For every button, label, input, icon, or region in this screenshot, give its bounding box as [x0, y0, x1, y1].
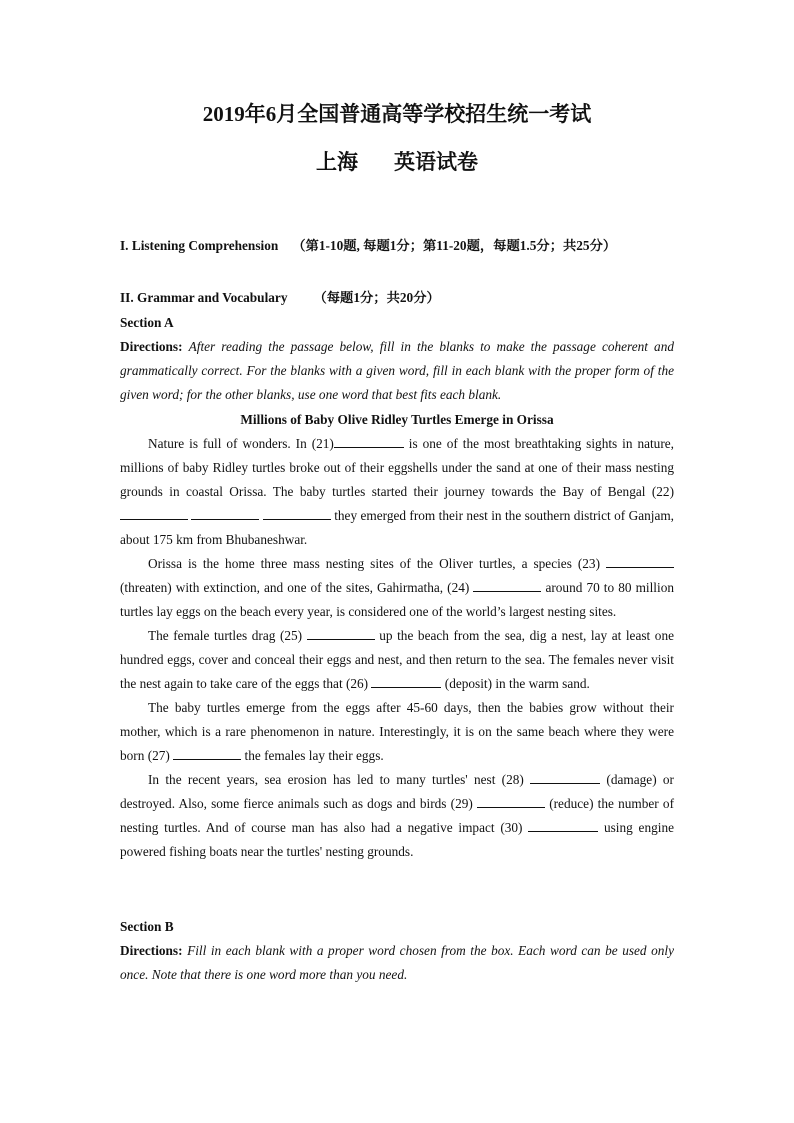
- passage-paragraph-2: Orissa is the home three mass nesting sites of the Oliver turtles, a species (23) (threaten) with extinction, and one of the sites, Gahirmatha, (24) around 70 to 80 million turtles lay eggs on the beach every year, is considered one of the world’s largest nesting sites.: [120, 556, 674, 619]
- passage-title: Millions of Baby Olive Ridley Turtles Emerge in Orissa: [240, 412, 554, 427]
- directions-text: Fill in each blank with a proper word chosen from the box. Each word can be used only once. Note that there is one word more than you need.: [120, 943, 674, 982]
- part1-scoring-note: （第1-10题, 每题1分；第11-20题，每题1.5分；共25分）: [292, 238, 617, 253]
- part2-heading: [120, 286, 674, 310]
- subtitle-region: 上海: [316, 150, 358, 174]
- passage: [120, 408, 674, 864]
- directions-label: Directions:: [120, 339, 183, 354]
- blank-24[interactable]: [473, 579, 541, 592]
- blank-22-part-1[interactable]: [120, 507, 188, 520]
- part1-title: I. Listening Comprehension: [120, 238, 279, 253]
- blank-29[interactable]: [477, 795, 545, 808]
- blank-22-part-3[interactable]: [263, 507, 331, 520]
- section-a-label: Section A: [120, 315, 174, 330]
- passage-paragraph-1: Nature is full of wonders. In (21) is one of the most breathtaking sights in nature, millions of baby Ridley turtles broke out of their eggshells under the sand at one of their mass nesting grounds in coastal Orissa. The baby turtles started their journey towards the Bay of Bengal (22) they emerged from their nest in the southern district of Ganjam, about 175 km from Bhubaneshwar.: [120, 436, 675, 547]
- section-a-directions: [120, 335, 674, 407]
- passage-paragraph-5: In the recent years, sea erosion has led to many turtles' nest (28) (damage) or destroyed. Also, some fierce animals such as dogs and birds (29) (reduce) the number of nesting turtles. And of course man has also had a negative impact (30) using engine powered fishing boats near the turtles' nesting grounds.: [120, 772, 674, 859]
- section-b-label: Section B: [120, 919, 174, 934]
- blank-21[interactable]: [334, 435, 404, 448]
- blank-23[interactable]: [606, 555, 674, 568]
- part2-scoring-note: （每题1分；共20分）: [313, 290, 440, 305]
- blank-26[interactable]: [371, 675, 441, 688]
- blank-22-part-2[interactable]: [191, 507, 259, 520]
- section-b-directions: [120, 939, 674, 987]
- part2-title: II. Grammar and Vocabulary: [120, 290, 288, 305]
- part1-heading: [120, 234, 674, 258]
- exam-title: 2019年6月全国普通高等学校招生统一考试: [202, 102, 592, 126]
- directions-label: Directions:: [120, 943, 183, 958]
- passage-paragraph-3: The female turtles drag (25) up the beach from the sea, dig a nest, lay at least one hundred eggs, cover and conceal their eggs and nest, and then return to the sea. The females never visit the nest again to take care of the eggs that (26) (deposit) in the warm sand.: [120, 628, 674, 691]
- blank-30[interactable]: [528, 819, 598, 832]
- blank-27[interactable]: [173, 747, 241, 760]
- blank-28[interactable]: [530, 771, 600, 784]
- subtitle-subject: 英语试卷: [394, 150, 478, 174]
- blank-25[interactable]: [307, 627, 375, 640]
- directions-text: After reading the passage below, fill in the blanks to make the passage coherent and grammatically correct. For the blanks with a given word, fill in each blank with the proper form of the given word; for the other blanks, use one word that best fits each blank.: [120, 339, 674, 402]
- exam-subtitle: [0, 146, 794, 176]
- passage-paragraph-4: The baby turtles emerge from the eggs after 45-60 days, then the babies grow without their mother, which is a rare phenomenon in nature. Interestingly, it is on the same beach where they were born (27) the females lay their eggs.: [120, 700, 674, 763]
